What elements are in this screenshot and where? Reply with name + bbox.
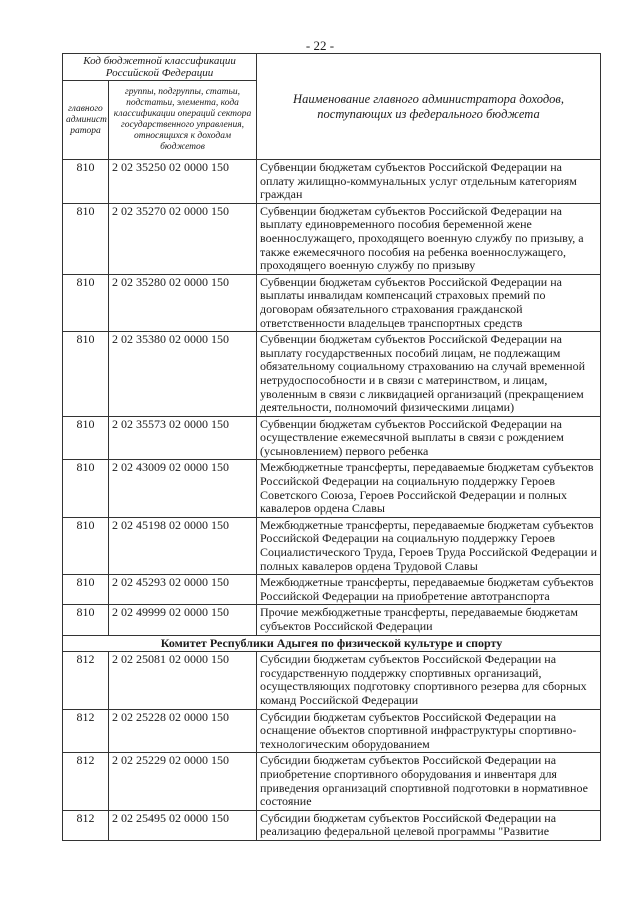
table-row (63, 332, 601, 417)
admin-code-cell: 810 (63, 460, 109, 517)
table-row (63, 575, 601, 605)
admin-code-cell: 810 (63, 203, 109, 274)
table-row (63, 160, 601, 204)
table-row (63, 753, 601, 810)
admin-code-cell: 810 (63, 160, 109, 204)
admin-code-cell: 812 (63, 652, 109, 709)
table-row (63, 416, 601, 460)
header-main-administrator: главного админист ратора (63, 81, 109, 160)
header-budget-classification: Код бюджетной классификации Российской Федерации (63, 54, 257, 81)
revenue-name-cell: Межбюджетные трансферты, передаваемые бюджетам субъектов Российской Федерации на социальную поддержку Героев Социалистического Труда, Героев Труда Российской Федерации и полных кавалеров ордена Трудовой Славы (257, 517, 601, 574)
revenue-code-cell: 2 02 49999 02 0000 150 (109, 605, 257, 635)
admin-code-cell: 812 (63, 753, 109, 810)
revenue-name-cell: Субвенции бюджетам субъектов Российской Федерации на выплату государственных пособий лицам, не подлежащим обязательному социальному страхованию на случай временной нетрудоспособности и в связи с материнством, и лицам, уволенным в связи с ликвидацией организаций (прекращением деятельности, полномочий физическими лицами) (257, 332, 601, 417)
table-row (63, 517, 601, 574)
revenue-name-cell: Межбюджетные трансферты, передаваемые бюджетам субъектов Российской Федерации на социальную поддержку Героев Советского Союза, Героев Российской Федерации и полных кавалеров ордена Славы (257, 460, 601, 517)
table-row (63, 810, 601, 840)
revenue-name-cell: Межбюджетные трансферты, передаваемые бюджетам субъектов Российской Федерации на приобретение автотранспорта (257, 575, 601, 605)
revenue-code-cell: 2 02 35250 02 0000 150 (109, 160, 257, 204)
revenue-name-cell: Прочие межбюджетные трансферты, передаваемые бюджетам субъектов Российской Федерации (257, 605, 601, 635)
revenue-code-cell: 2 02 43009 02 0000 150 (109, 460, 257, 517)
revenue-code-cell: 2 02 45198 02 0000 150 (109, 517, 257, 574)
admin-code-cell: 810 (63, 274, 109, 331)
table-row (63, 652, 601, 709)
header-administrator-name: Наименование главного администратора доходов, поступающих из федерального бюджета (257, 54, 601, 160)
revenue-code-cell: 2 02 45293 02 0000 150 (109, 575, 257, 605)
table-row (63, 274, 601, 331)
admin-code-cell: 810 (63, 332, 109, 417)
revenue-code-cell: 2 02 35573 02 0000 150 (109, 416, 257, 460)
revenue-code-cell: 2 02 25228 02 0000 150 (109, 709, 257, 753)
admin-code-cell: 812 (63, 810, 109, 840)
table-row (63, 605, 601, 635)
admin-code-cell: 812 (63, 709, 109, 753)
revenue-name-cell: Субсидии бюджетам субъектов Российской Федерации на приобретение спортивного оборудования и инвентаря для приведения организаций спортивной подготовки в нормативное состояние (257, 753, 601, 810)
header-revenue-codes: группы, подгруппы, статьи, подстатьи, элемента, кода классификации операций сектора государственного управления, относящихся к доходам бюджетов (109, 81, 257, 160)
revenue-name-cell: Субвенции бюджетам субъектов Российской Федерации на выплату единовременного пособия беременной жене военнослужащего, проходящего военную службу по призыву, а также ежемесячного пособия на ребенка военнослужащего, проходящего военную службу по призыву (257, 203, 601, 274)
table-row (63, 460, 601, 517)
table-row (63, 203, 601, 274)
admin-code-cell: 810 (63, 416, 109, 460)
revenue-code-cell: 2 02 35270 02 0000 150 (109, 203, 257, 274)
revenue-code-cell: 2 02 35380 02 0000 150 (109, 332, 257, 417)
revenue-name-cell: Субвенции бюджетам субъектов Российской Федерации на выплаты инвалидам компенсаций страховых премий по договорам обязательного страхования гражданской ответственности владельцев транспортных средств (257, 274, 601, 331)
revenue-code-cell: 2 02 25081 02 0000 150 (109, 652, 257, 709)
section-row (63, 635, 601, 652)
page-number: - 22 - (305, 38, 335, 53)
revenue-name-cell: Субсидии бюджетам субъектов Российской Федерации на оснащение объектов спортивной инфраструктуры спортивно-технологическим оборудованием (257, 709, 601, 753)
revenue-name-cell: Субвенции бюджетам субъектов Российской Федерации на осуществление ежемесячной выплаты в связи с рождением (усыновлением) первого ребенка (257, 416, 601, 460)
admin-code-cell: 810 (63, 517, 109, 574)
revenue-code-cell: 2 02 25495 02 0000 150 (109, 810, 257, 840)
revenue-name-cell: Субвенции бюджетам субъектов Российской Федерации на оплату жилищно-коммунальных услуг отдельным категориям граждан (257, 160, 601, 204)
table-row (63, 709, 601, 753)
budget-classification-table (62, 53, 601, 841)
revenue-code-cell: 2 02 25229 02 0000 150 (109, 753, 257, 810)
revenue-code-cell: 2 02 35280 02 0000 150 (109, 274, 257, 331)
revenue-name-cell: Субсидии бюджетам субъектов Российской Федерации на государственную поддержку спортивных организаций, осуществляющих подготовку спортивного резерва для сборных команд Российской Федерации (257, 652, 601, 709)
admin-code-cell: 810 (63, 605, 109, 635)
revenue-name-cell: Субсидии бюджетам субъектов Российской Федерации на реализацию федеральной целевой программы "Развитие (257, 810, 601, 840)
section-title: Комитет Республики Адыгея по физической культуре и спорту (63, 635, 601, 652)
admin-code-cell: 810 (63, 575, 109, 605)
